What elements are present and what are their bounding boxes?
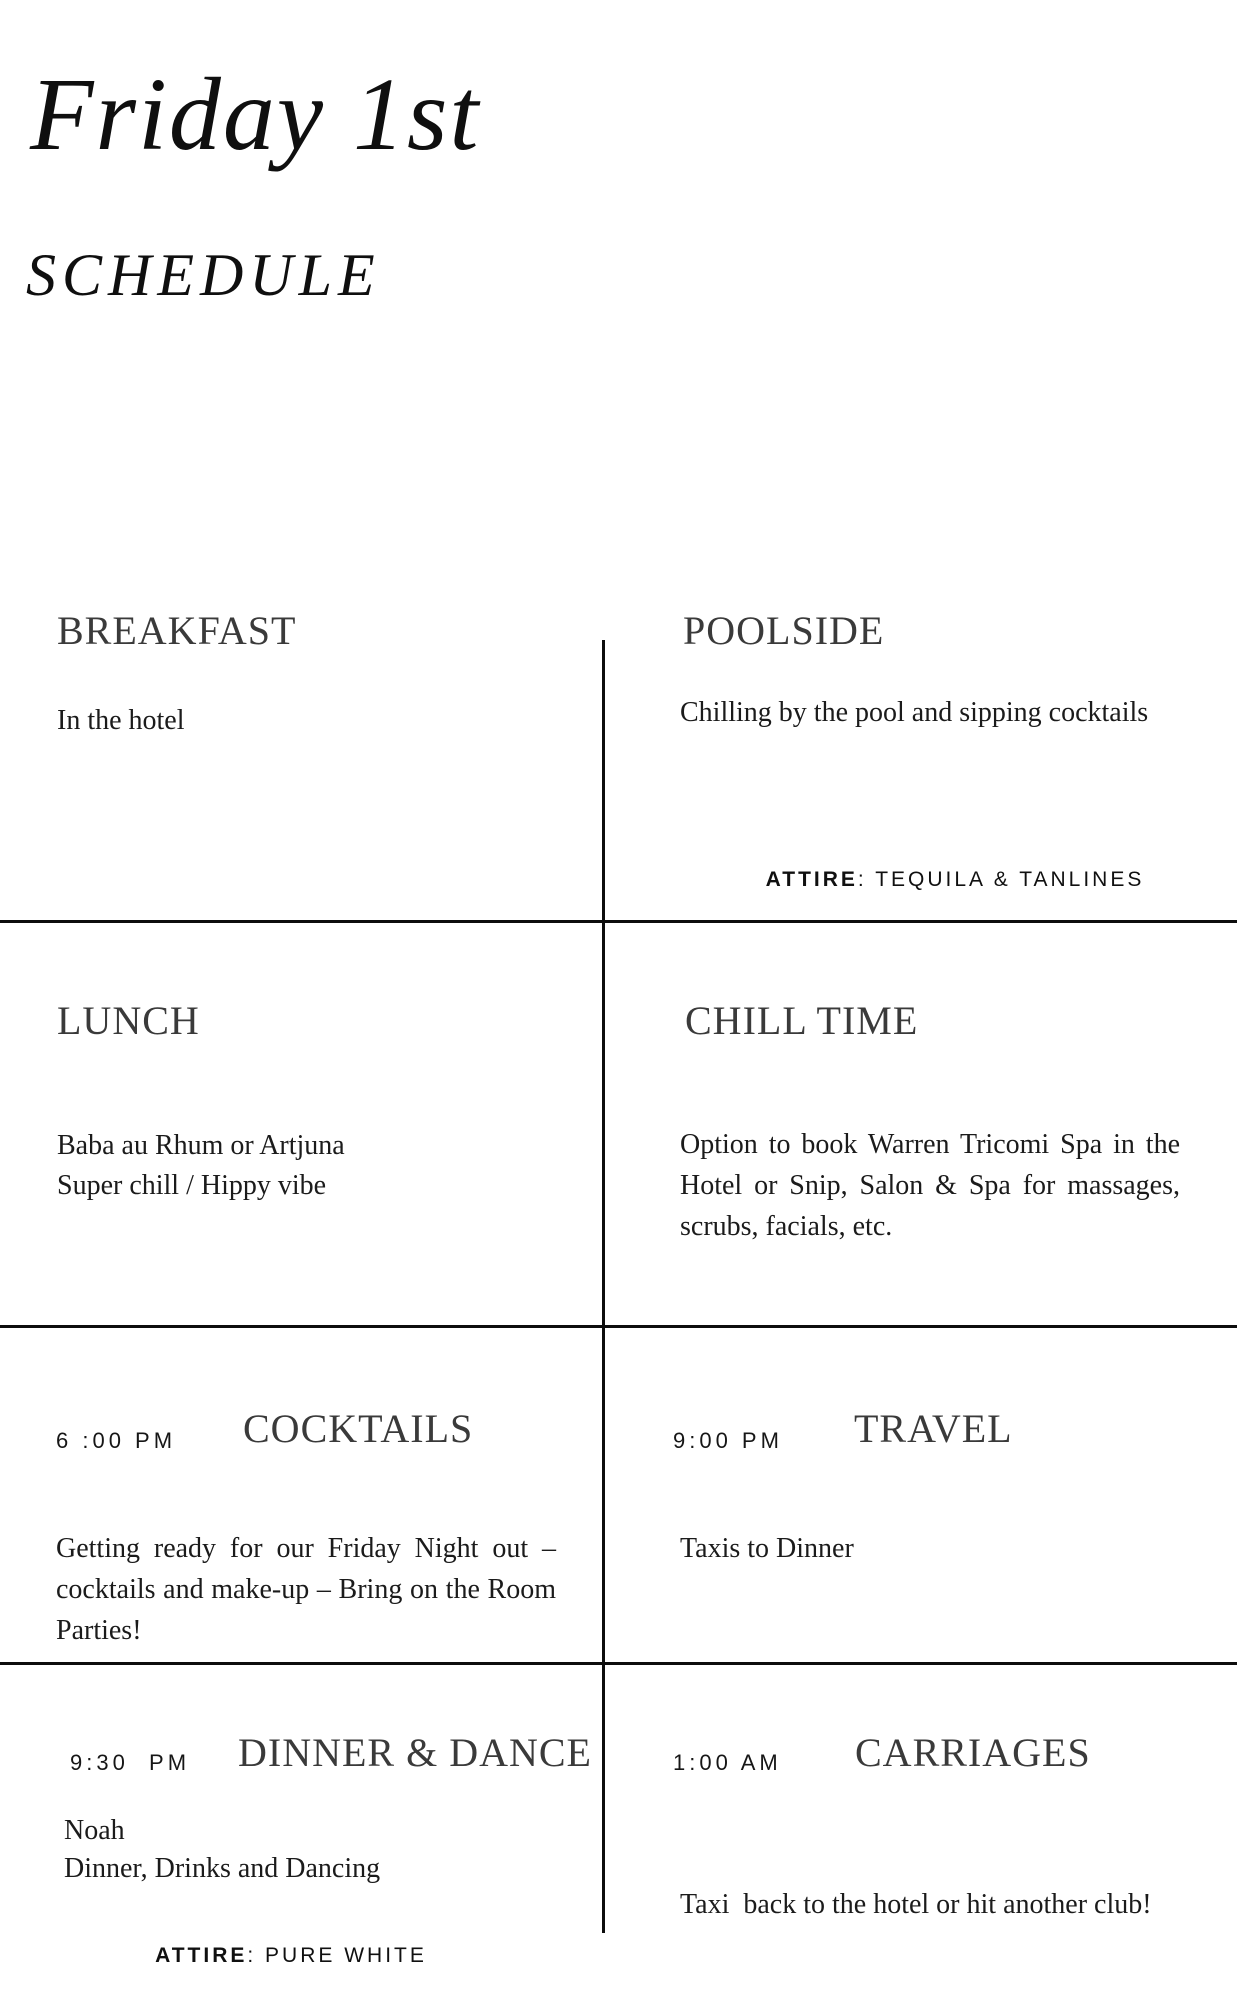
breakfast-heading: BREAKFAST [57, 608, 297, 653]
lunch-description [57, 1126, 345, 1206]
attire-label: ATTIRE [155, 1944, 248, 1967]
travel-description: Taxis to Dinner [680, 1533, 854, 1564]
poolside-description: Chilling by the pool and sipping cocktails [680, 697, 1149, 728]
attire-label: ATTIRE [765, 868, 858, 891]
lunch-heading: LUNCH [57, 998, 200, 1043]
row-divider-line-1 [0, 920, 1237, 923]
cocktails-description: Getting ready for our Friday Night out – cocktails and make-up – Bring on the Room Parties! [56, 1533, 556, 1646]
dinner-dance-description-line: Noah [64, 1815, 125, 1846]
row-divider-line-3 [0, 1662, 1237, 1665]
page-title: Friday 1st [30, 57, 481, 172]
row-divider-line-2 [0, 1325, 1237, 1328]
carriages-heading: CARRIAGES [855, 1730, 1091, 1775]
dinner-dance-description-line: Dinner, Drinks and Dancing [64, 1853, 381, 1884]
cocktails-time: 6 :00 PM [56, 1428, 177, 1453]
column-divider-line [602, 640, 605, 1933]
poolside-heading: POOLSIDE [683, 608, 885, 653]
dinner-dance-time: 9:30 PM [70, 1750, 191, 1775]
dinner-dance-description [64, 1812, 380, 1888]
travel-time: 9:00 PM [673, 1428, 783, 1453]
attire-value: : TEQUILA & TANLINES [857, 868, 1145, 891]
chill-time-description: Option to book Warren Tricomi Spa in the Hotel or Snip, Salon & Spa for massages, scrubs, facials, etc. [680, 1129, 1180, 1242]
lunch-description-line: Baba au Rhum or Artjuna [57, 1130, 345, 1161]
dinner-dance-heading: DINNER & DANCE [238, 1730, 592, 1775]
chill-time-heading: CHILL TIME [685, 998, 919, 1043]
breakfast-description: In the hotel [57, 705, 185, 736]
travel-heading: TRAVEL [854, 1406, 1013, 1451]
lunch-description-line: Super chill / Hippy vibe [57, 1170, 327, 1201]
carriages-time: 1:00 AM [673, 1750, 782, 1775]
dinner-dance-attire-note [56, 1944, 526, 1968]
page-subtitle: SCHEDULE [26, 242, 381, 308]
cocktails-heading: COCKTAILS [243, 1406, 474, 1451]
poolside-attire-note [700, 868, 1210, 892]
attire-value: : PURE WHITE [247, 1944, 427, 1967]
carriages-description: Taxi back to the hotel or hit another club! [680, 1889, 1152, 1920]
